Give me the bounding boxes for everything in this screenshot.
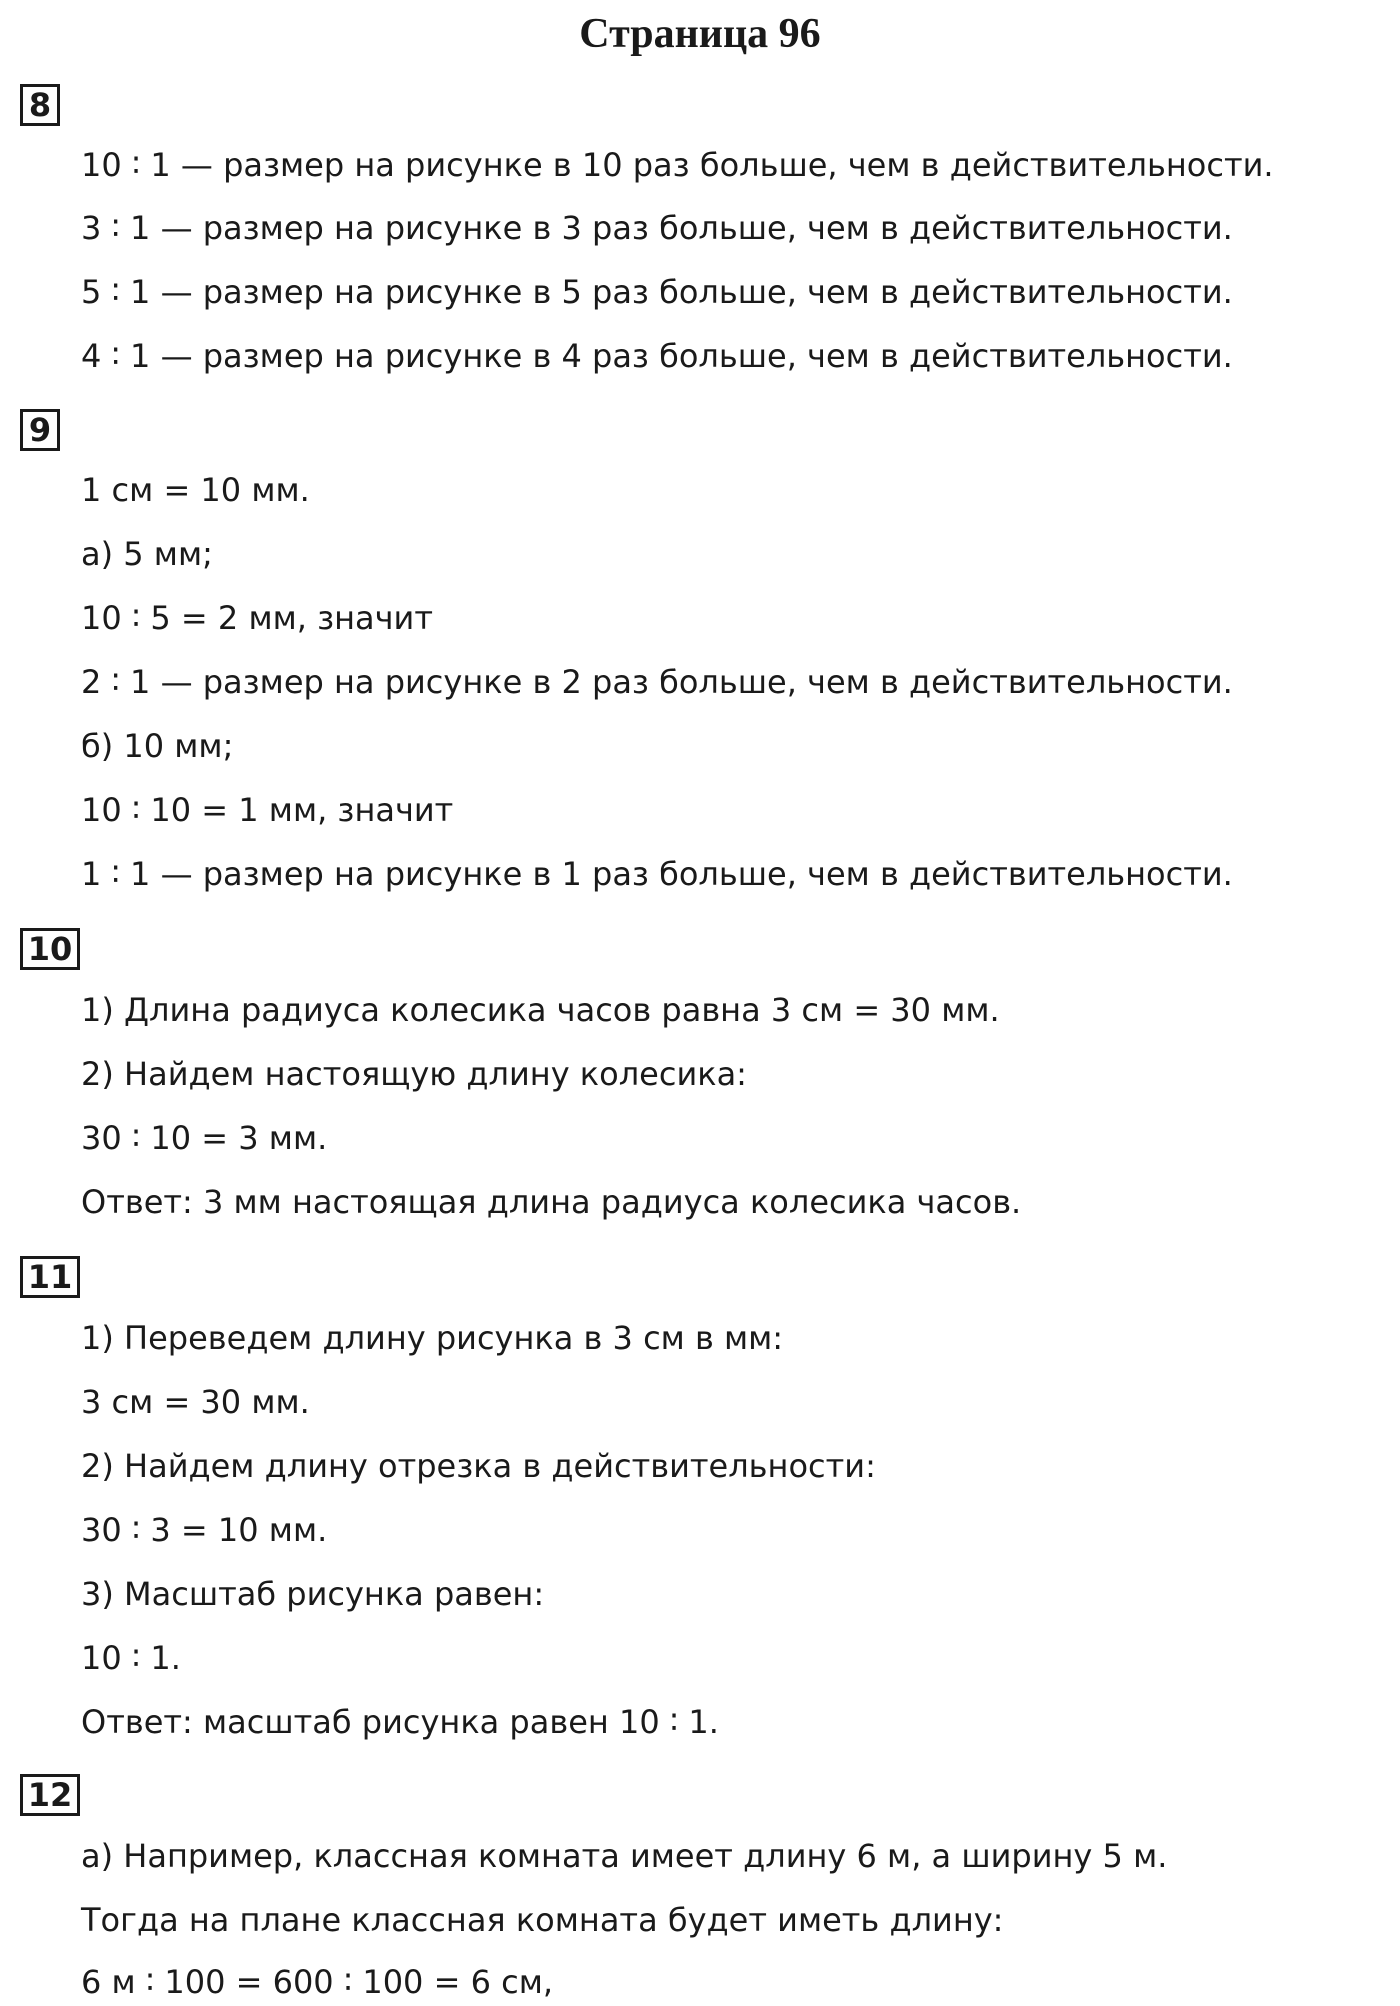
task-number-8: 8 [20, 84, 60, 126]
solution-line: 10 ∶ 5 = 2 мм, значит [81, 599, 433, 637]
solution-line: 30 ∶ 10 = 3 мм. [81, 1119, 328, 1157]
solution-line: Тогда на плане классная комната будет иметь длину: [81, 1901, 1004, 1939]
solution-line: 10 ∶ 10 = 1 мм, значит [81, 791, 454, 829]
solution-line: 4 ∶ 1 — размер на рисунке в 4 раз больше, чем в действительности. [81, 337, 1233, 375]
solution-line: 1 см = 10 мм. [81, 471, 310, 509]
solution-line: 30 ∶ 3 = 10 мм. [81, 1511, 328, 1549]
solution-line: 5 ∶ 1 — размер на рисунке в 5 раз больше, чем в действительности. [81, 273, 1233, 311]
solution-line: 3) Масштаб рисунка равен: [81, 1575, 545, 1613]
solution-line: 1) Длина радиуса колесика часов равна 3 см = 30 мм. [81, 991, 1000, 1029]
solution-line: 6 м ∶ 100 = 600 ∶ 100 = 6 см, [81, 1963, 553, 2001]
solution-line: 1) Переведем длину рисунка в 3 см в мм: [81, 1319, 784, 1357]
task-number-12: 12 [20, 1774, 80, 1816]
solution-line: 2) Найдем настоящую длину колесика: [81, 1055, 747, 1093]
solution-line: 2) Найдем длину отрезка в действительности: [81, 1447, 876, 1485]
solution-line: а) Например, классная комната имеет длину 6 м, а ширину 5 м. [81, 1837, 1168, 1875]
solution-line: 3 ∶ 1 — размер на рисунке в 3 раз больше, чем в действительности. [81, 209, 1233, 247]
solution-line: 3 см = 30 мм. [81, 1383, 310, 1421]
solution-line: 1 ∶ 1 — размер на рисунке в 1 раз больше, чем в действительности. [81, 855, 1233, 893]
task-number-9: 9 [20, 409, 60, 451]
solution-line: 2 ∶ 1 — размер на рисунке в 2 раз больше, чем в действительности. [81, 663, 1233, 701]
task-number-10: 10 [20, 928, 80, 970]
task-number-11: 11 [20, 1256, 80, 1298]
solution-line: Ответ: 3 мм настоящая длина радиуса колесика часов. [81, 1183, 1022, 1221]
solution-line: 10 ∶ 1. [81, 1639, 181, 1677]
page-title: Страница 96 [579, 11, 821, 57]
solution-line: а) 5 мм; [81, 535, 213, 573]
solution-line: б) 10 мм; [81, 727, 234, 765]
solution-line: Ответ: масштаб рисунка равен 10 ∶ 1. [81, 1703, 719, 1741]
solution-line: 10 ∶ 1 — размер на рисунке в 10 раз больше, чем в действительности. [81, 146, 1274, 184]
